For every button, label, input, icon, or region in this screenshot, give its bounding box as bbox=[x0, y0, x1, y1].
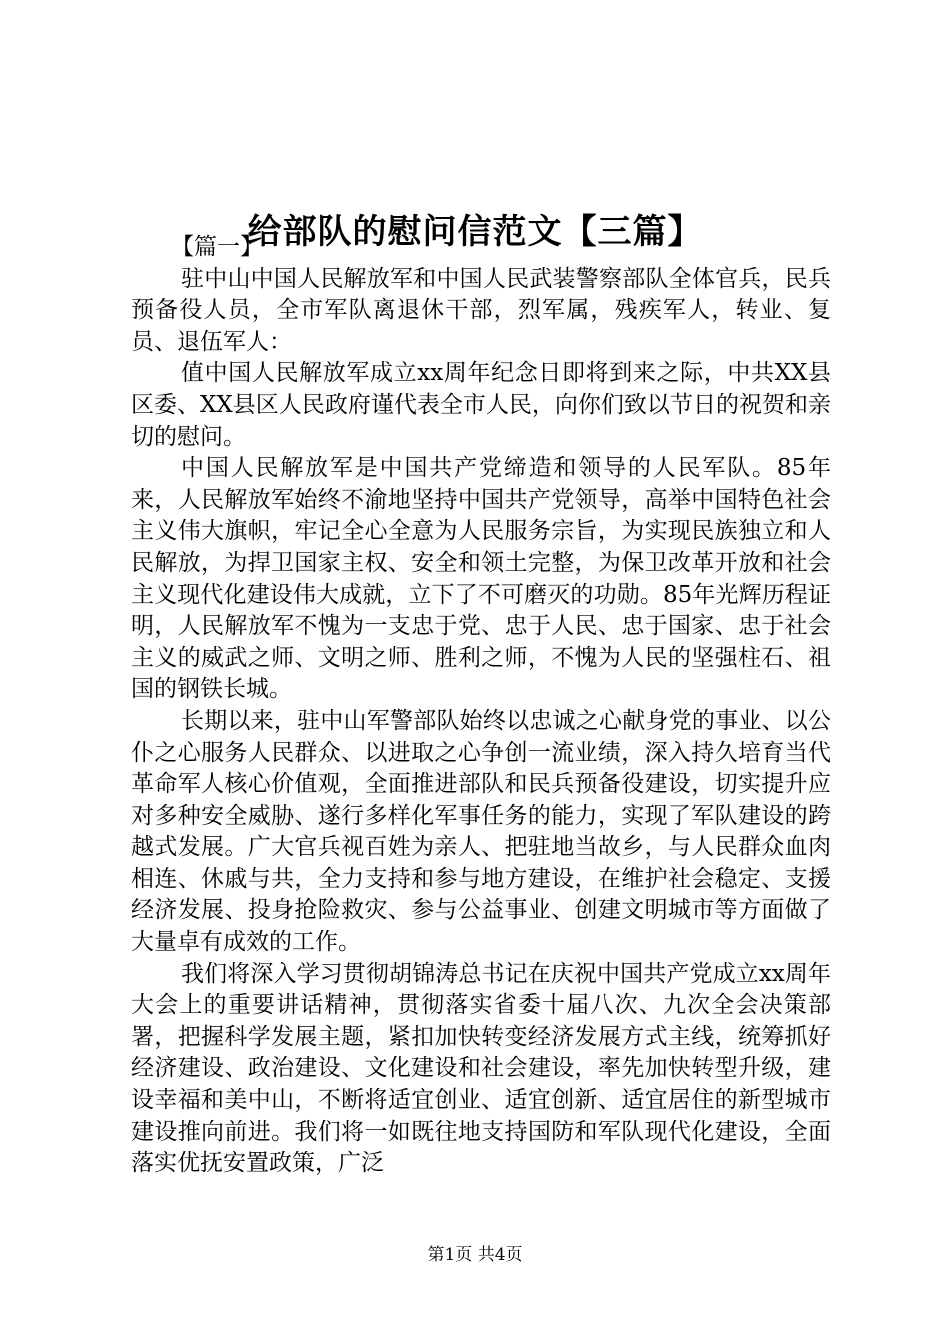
document-title: 给部队的慰问信范文【三篇】 bbox=[247, 211, 703, 252]
paragraph-commitment: 我们将深入学习贯彻胡锦涛总书记在庆祝中国共产党成立xx周年大会上的重要讲话精神，贯彻落实省委十届八次、九次全会决策部署，把握科学发展主题，紧扣加快转变经济发展方式主线，统筹抓好经济建设、政治建设、文化建设和社会建设，率先加快转型升级，建设幸福和美中山，不断将适宜创业、适宜创新、适宜居住的新型城市建设推向前进。我们将一如既往地支持国防和军队现代化建设，全面落实优抚安置政策，广泛 bbox=[131, 960, 831, 1177]
document-body bbox=[131, 232, 831, 1180]
paragraph-greeting: 值中国人民解放军成立xx周年纪念日即将到来之际，中共XX县区委、XX县区人民政府谨代表全市人民，向你们致以节日的祝贺和亲切的慰问。 bbox=[131, 360, 831, 450]
paragraph-contributions: 长期以来，驻中山军警部队始终以忠诚之心献身党的事业、以公仆之心服务人民群众、以进取之心争创一流业绩，深入持久培育当代革命军人核心价值观，全面推进部队和民兵预备役建设，切实提升应对多种安全威胁、遂行多样化军事任务的能力，实现了军队建设的跨越式发展。广大官兵视百姓为亲人、把驻地当故乡，与人民群众血肉相连、休戚与共，全力支持和参与地方建设，在维护社会稳定、支援经济发展、投身抢险救灾、参与公益事业、创建文明城市等方面做了大量卓有成效的工作。 bbox=[131, 707, 831, 956]
paragraph-history: 中国人民解放军是中国共产党缔造和领导的人民军队。85年来，人民解放军始终不渝地坚持中国共产党领导，高举中国特色社会主义伟大旗帜，牢记全心全意为人民服务宗旨，为实现民族独立和人民解放，为捍卫国家主权、安全和领土完整，为保卫改革开放和社会主义现代化建设伟大成就，立下了不可磨灭的功勋。85年光辉历程证明，人民解放军不愧为一支忠于党、忠于人民、忠于国家、忠于社会主义的威武之师、文明之师、胜利之师，不愧为人民的坚强柱石、祖国的钢铁长城。 bbox=[131, 455, 831, 703]
page-footer: 第1页 共4页 bbox=[427, 1245, 523, 1265]
section-heading: 【篇一】 bbox=[171, 234, 263, 260]
paragraph-salutation: 驻中山中国人民解放军和中国人民武装警察部队全体官兵，民兵预备役人员，全市军队离退休干部，烈军属，残疾军人，转业、复员、退伍军人： bbox=[131, 265, 831, 355]
